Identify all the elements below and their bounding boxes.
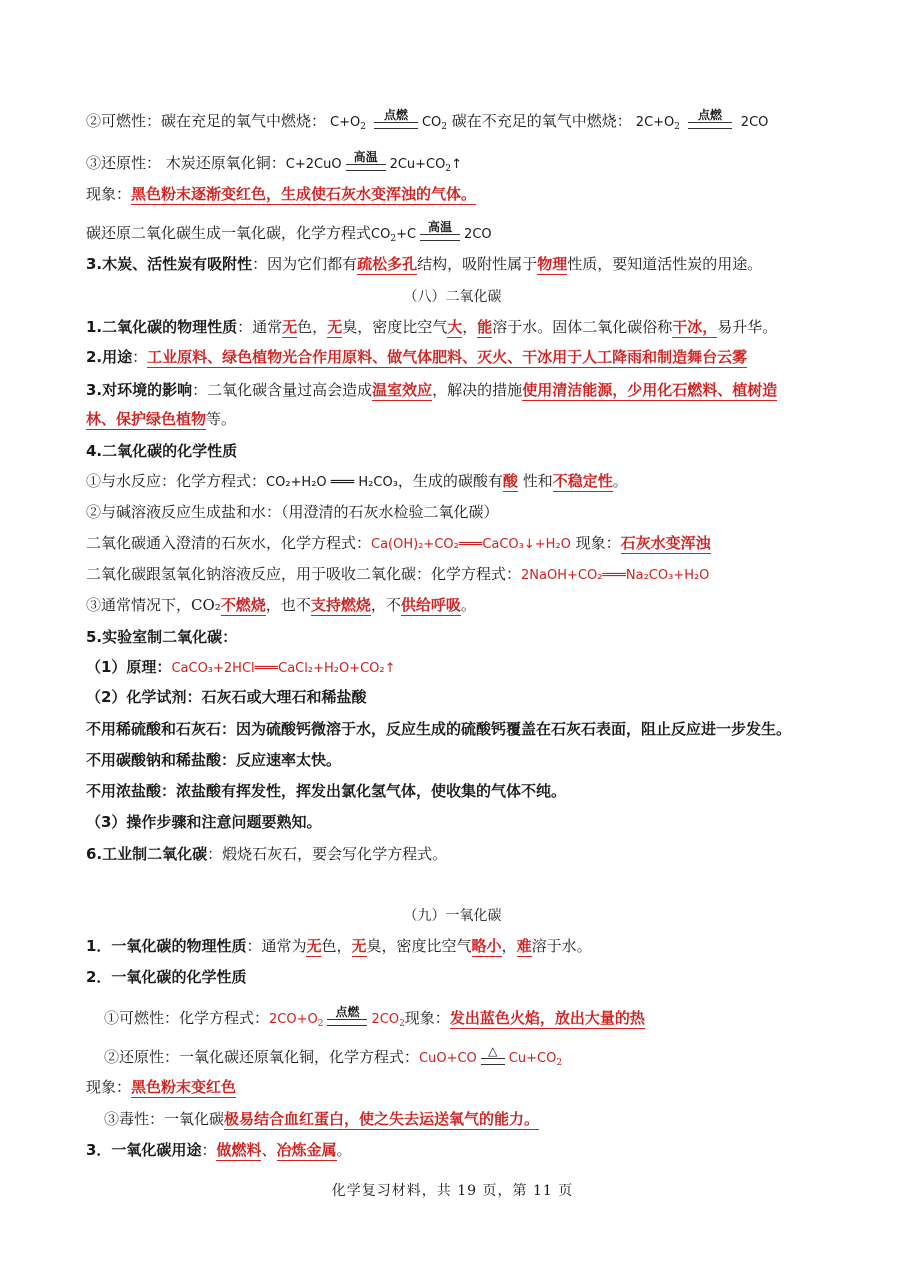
text: 碳还原二氧化碳生成一氧化碳，化学方程式: [86, 224, 372, 242]
answer-text: 大: [447, 318, 463, 336]
text: 现象：: [404, 1009, 450, 1027]
condition: 点燃: [698, 108, 723, 122]
gas-arrow: ↑: [451, 157, 463, 172]
text: ，: [462, 318, 478, 336]
reactants: 2CO+O: [269, 1012, 318, 1027]
bold-label: 4.二氧化碳的化学性质: [86, 442, 238, 460]
text: 现象：: [86, 185, 132, 203]
reactants: 2C+O: [635, 115, 675, 130]
text: ，生成的碳酸有: [397, 472, 503, 490]
line-phenomenon: [86, 183, 476, 205]
text: ②还原性：一氧化碳还原氧化铜，化学方程式：: [104, 1048, 420, 1066]
equation-c-o2: [330, 110, 366, 135]
line-lab-co2: [86, 626, 237, 648]
equals-bar: [420, 234, 460, 241]
text: ，也不: [265, 596, 311, 614]
line-co-uses: [86, 1139, 352, 1161]
answer-text: 无: [351, 937, 367, 955]
text: ①可燃性：化学方程式：: [104, 1009, 270, 1027]
bold-label: 1．一氧化碳的物理性质: [86, 937, 247, 955]
subscript: 2: [441, 122, 447, 132]
condition: 点燃: [335, 1005, 360, 1019]
bold-label: 1.二氧化碳的物理性质: [86, 318, 238, 336]
answer-text: 疏松多孔: [357, 255, 418, 273]
product: 2CO: [371, 1012, 400, 1027]
equation: Ca(OH)₂+CO₂═══CaCO₃↓+H₂O: [371, 537, 571, 552]
line-co2-environment: [86, 379, 777, 401]
answer-text: 石灰水变浑浊: [620, 534, 711, 552]
bold-label: （3）操作步骤和注意问题要熟知。: [86, 813, 322, 831]
bold-label: 不用稀硫酸和石灰石：因为硫酸钙微溶于水，反应生成的硫酸钙覆盖在石灰石表面，阻止反应进一步发生。: [86, 720, 792, 738]
product: 2CO: [464, 227, 492, 242]
section-heading-9: （九）一氧化碳: [403, 908, 502, 924]
bold-label: 3.木炭、活性炭有吸附性: [86, 255, 253, 273]
answer-text: 冶炼金属: [276, 1141, 337, 1159]
reaction-arrow: [374, 108, 418, 135]
text: ③毒性：一氧化碳: [104, 1110, 225, 1128]
answer-text: 极易结合血红蛋白，使之失去运送氧气的能力。: [224, 1110, 540, 1128]
line-adsorption: [86, 253, 762, 275]
equals-bar: [374, 122, 418, 129]
line-co-phenomenon: [86, 1076, 236, 1098]
bold-label: （1）原理：: [86, 658, 172, 676]
line-co2-reduction: [86, 220, 492, 247]
equation: 2NaOH+CO₂═══Na₂CO₃+H₂O: [521, 568, 710, 583]
text: ②与碱溶液反应生成盐和水：（用澄清的石灰水检验二氧化碳）: [86, 503, 499, 521]
text: ②可燃性：碳在充足的氧气中燃烧：: [86, 112, 327, 130]
text: 臭，密度比空气: [342, 318, 448, 336]
equation: CO₂+H₂O ═══ H₂CO₃: [266, 475, 398, 490]
text: ：通常: [237, 318, 283, 336]
bold-label: 5.实验室制二氧化碳：: [86, 628, 238, 646]
text: ③还原性： 木炭还原氧化铜：: [86, 154, 286, 172]
line-reduction: [86, 150, 462, 177]
reactants: C+2CuO: [285, 157, 342, 172]
text: 。: [336, 1141, 352, 1159]
reactants: +C: [396, 227, 417, 242]
text: 二氧化碳跟氢氧化钠溶液反应，用于吸收二氧化碳：化学方程式：: [86, 565, 522, 583]
product: 2CO: [740, 115, 769, 130]
text: 溶于水。固体二氧化碳俗称: [492, 318, 673, 336]
text: ，: [501, 937, 517, 955]
text: 、: [261, 1141, 277, 1159]
answer-text: 做燃料: [216, 1141, 262, 1159]
text: ③通常情况下，CO₂: [86, 596, 221, 614]
product: CO: [421, 115, 442, 130]
text: 。: [460, 596, 476, 614]
bold-label: 2.用途: [86, 348, 133, 366]
line-co2-water: [86, 470, 628, 494]
reactants: CuO+CO: [419, 1051, 477, 1066]
answer-text: 能: [477, 318, 493, 336]
reaction-arrow: [420, 220, 460, 247]
line-co2-chemical-heading: [86, 440, 237, 462]
line-steps: [86, 811, 321, 833]
line-co-chemical-heading: [86, 966, 246, 988]
answer-text: 不稳定性: [552, 472, 613, 490]
condition: 点燃: [383, 108, 408, 122]
answer-text: 黑色粉末变红色: [131, 1078, 237, 1096]
line-co2-uses: [86, 346, 747, 368]
text: ，解决的措施: [432, 381, 523, 399]
reaction-arrow: [481, 1044, 505, 1071]
text: 溶于水。: [531, 937, 592, 955]
answer-text: 支持燃烧: [310, 596, 371, 614]
equals-bar: [327, 1019, 367, 1026]
subscript: 2: [390, 234, 397, 244]
answer-text: 黑色粉末逐渐变红色，生成使石灰水变浑浊的气体。: [131, 185, 477, 203]
subscript: 2: [317, 1019, 324, 1029]
text: 色，: [297, 318, 328, 336]
condition: △: [488, 1044, 498, 1058]
equation-2c-o2: [636, 110, 680, 135]
bold-label: 3.对环境的影响: [86, 381, 193, 399]
answer-text: 使用清洁能源，少用化石燃料、植树造: [522, 381, 778, 399]
reaction-arrow: [346, 150, 386, 177]
text: 性质，要知道活性炭的用途。: [567, 255, 763, 273]
line-co2-alkali: [86, 501, 499, 523]
answer-text: 略小: [471, 937, 502, 955]
line-principle: [86, 656, 396, 680]
bold-label: 6.工业制二氧化碳: [86, 845, 208, 863]
text: ，不: [370, 596, 401, 614]
page-footer: 化学复习材料，共 19 页，第 11 页: [331, 1183, 574, 1199]
product: Cu+CO: [508, 1051, 557, 1066]
equals-bar: [481, 1058, 505, 1065]
subscript: 2: [399, 1019, 405, 1029]
line-co-flammability: [104, 1005, 645, 1032]
bold-label: 不用碳酸钠和稀盐酸：反应速率太快。: [86, 751, 342, 769]
text: ①与水反应：化学方程式：: [86, 472, 267, 490]
line-co2-physical: [86, 316, 777, 338]
reaction-arrow: [688, 108, 732, 135]
text: ：: [132, 348, 148, 366]
line-no-sulfuric: [86, 718, 791, 740]
text: 性和: [517, 472, 553, 490]
text: ：: [201, 1141, 217, 1159]
line-co-physical: [86, 935, 592, 957]
answer-text: 供给呼吸: [400, 596, 461, 614]
equals-bar: [688, 122, 732, 129]
line-co2-environment-cont: [86, 408, 236, 430]
product: 2Cu+CO: [389, 157, 446, 172]
line-co-toxicity: [104, 1108, 539, 1130]
bold-label: 3．一氧化碳用途: [86, 1141, 202, 1159]
bold-label: 2．一氧化碳的化学性质: [86, 968, 247, 986]
line-no-conc-hcl: [86, 780, 566, 802]
text: ：通常为: [246, 937, 307, 955]
text: ：因为它们都有: [252, 255, 358, 273]
subscript: 2: [360, 122, 366, 132]
answer-text: 难: [516, 937, 532, 955]
text: 二氧化碳通入澄清的石灰水，化学方程式：: [86, 534, 372, 552]
text: 现象：: [570, 534, 621, 552]
condition: 高温: [353, 150, 378, 164]
line-reagents: [86, 686, 366, 708]
subscript: 2: [556, 1058, 563, 1068]
text: 臭，密度比空气: [366, 937, 472, 955]
answer-text: 不燃烧: [220, 596, 266, 614]
text: 现象：: [86, 1078, 132, 1096]
equals-bar: [346, 164, 386, 171]
answer-text: 无: [282, 318, 298, 336]
line-no-carbonate: [86, 749, 341, 771]
line-co2-limewater: [86, 532, 711, 556]
answer-text: 温室效应: [372, 381, 433, 399]
equation: CaCO₃+2HCl═══CaCl₂+H₂O+CO₂↑: [171, 661, 396, 676]
text: 易升华。: [717, 318, 778, 336]
bold-label: （2）化学试剂：石灰石或大理石和稀盐酸: [86, 688, 367, 706]
text: 。: [612, 472, 628, 490]
line-co-reduction: [104, 1044, 562, 1071]
reaction-arrow: [327, 1005, 367, 1032]
text: ：煅烧石灰石，要会写化学方程式。: [207, 845, 448, 863]
subscript: 2: [674, 122, 681, 132]
subscript: 2: [445, 164, 452, 174]
reactants: C+O: [330, 115, 361, 130]
line-co2-naoh: [86, 563, 709, 587]
line-industrial-co2: [86, 843, 447, 865]
answer-text: 发出蓝色火焰，放出大量的热: [449, 1009, 645, 1027]
text: ：二氧化碳含量过高会造成: [192, 381, 373, 399]
reactants: CO: [371, 227, 391, 242]
condition: 高温: [428, 220, 453, 234]
text: 结构，吸附性属于: [417, 255, 538, 273]
text: 色，: [321, 937, 352, 955]
answer-text: 林、保护绿色植物: [86, 410, 207, 428]
line-co2-combustion: [86, 594, 476, 616]
answer-text: 酸: [502, 472, 518, 490]
line-flammability: [86, 108, 768, 135]
text: 等。: [206, 410, 237, 428]
section-heading-8: （八）二氧化碳: [403, 289, 502, 305]
bold-label: 不用浓盐酸：浓盐酸有挥发性，挥发出氯化氢气体，使收集的气体不纯。: [86, 782, 567, 800]
answer-text: 干冰，: [672, 318, 718, 336]
answer-text: 工业原料、绿色植物光合作用原料、做气体肥料、灭火、干冰用于人工降雨和制造舞台云雾: [147, 348, 748, 366]
answer-text: 无: [327, 318, 343, 336]
answer-text: 物理: [537, 255, 568, 273]
text: 碳在不充足的氧气中燃烧：: [451, 112, 632, 130]
answer-text: 无: [306, 937, 322, 955]
